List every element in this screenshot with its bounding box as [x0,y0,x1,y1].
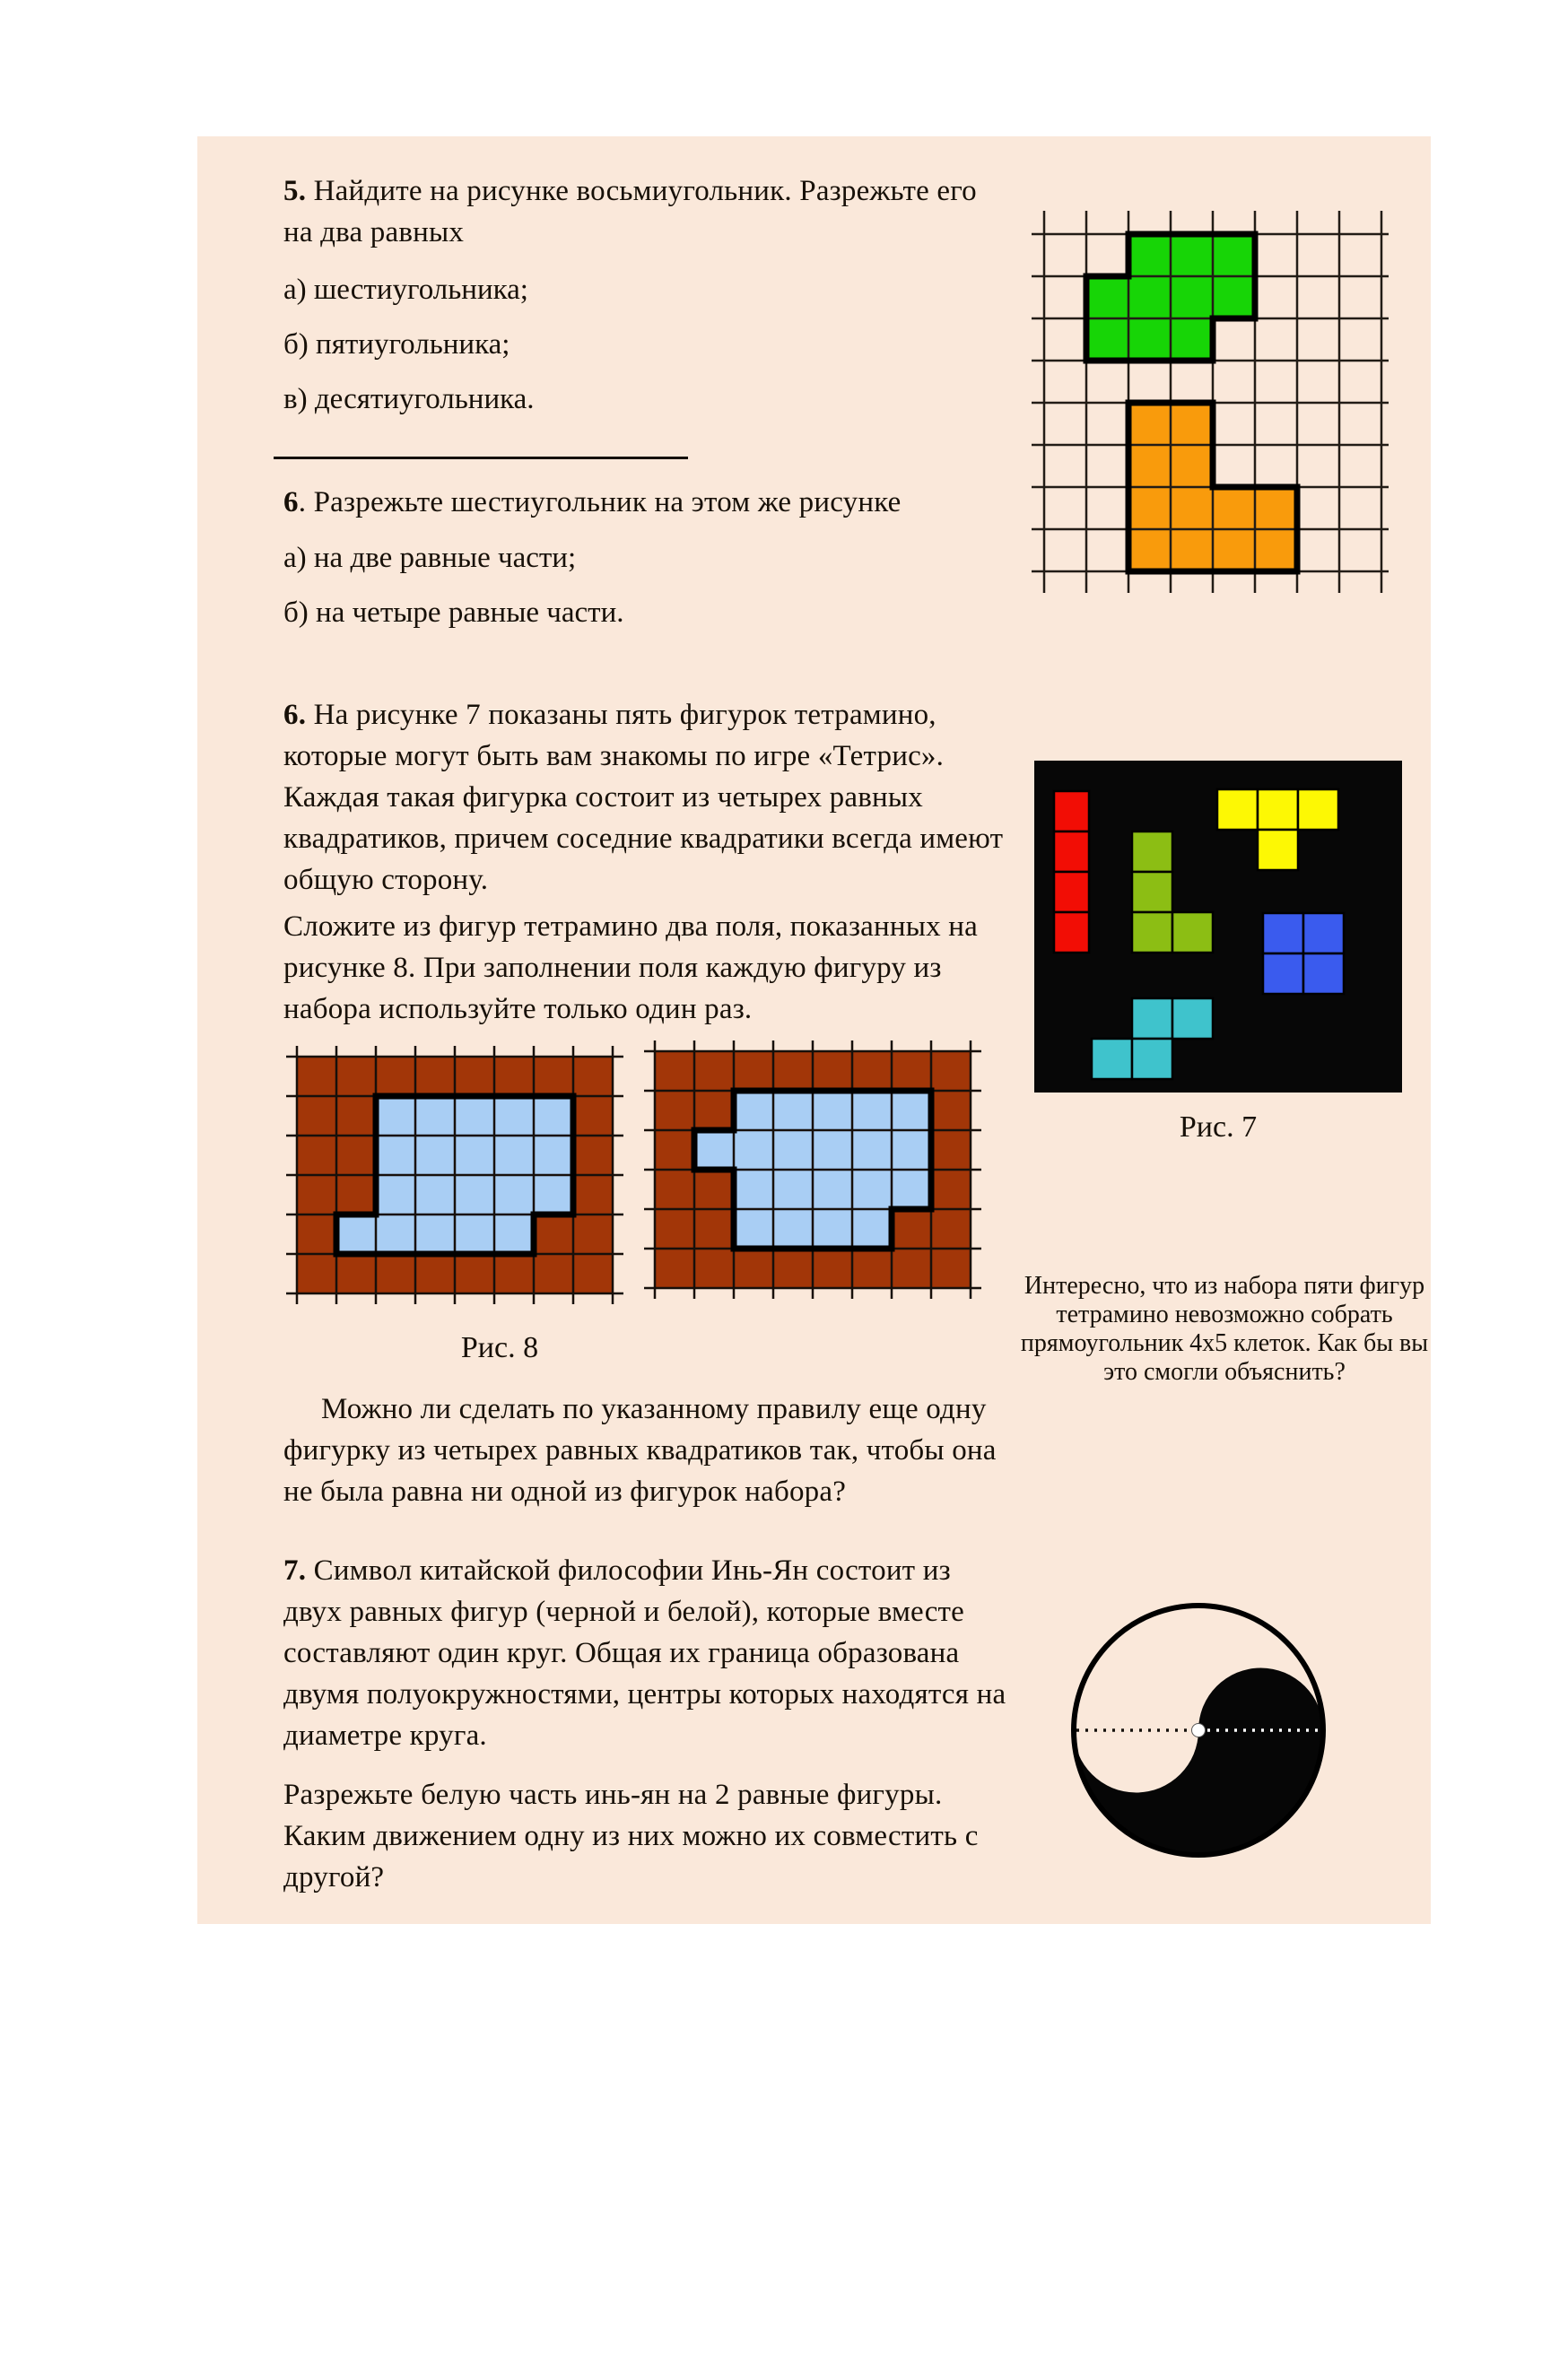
problem6-number: 6. [283,699,307,731]
tetromino-cell [1132,872,1172,912]
list-item: а) на две равные части; [283,542,577,574]
list-item: б) пятиугольника; [283,328,510,361]
piece-I-red [1054,791,1089,953]
tetromino-cell [1054,912,1089,953]
problem6-para2: Сложите из фигур тетрамино два поля, показанных на рисунке 8. При заполнении поля каждую фигуру из набора используйте только один раз. [283,910,978,1025]
fig7-note: Интересно, что из набора пяти фигур тетрамино невозможно собрать прямоугольник 4х5 клеток. Как бы вы это смогли объяснить? [1020,1272,1429,1386]
tetromino-cell [1054,872,1089,912]
piece-O-blue [1263,913,1344,994]
content-panel [197,136,1431,1924]
tetromino-cell [1132,831,1172,872]
fig8-caption: Рис. 8 [460,1331,539,1364]
problem5-intro: 5. Найдите на рисунке восьмиугольник. Разрежьте его на два равных [283,175,977,248]
tetromino-cell [1172,998,1213,1039]
problem5-number: 5. [283,175,307,207]
tetromino-cell [1092,1039,1132,1079]
problem6cut-intro: 6. Разрежьте шестиугольник на этом же рисунке [283,486,902,518]
tetromino-cell [1263,953,1303,994]
tetromino-cell [1172,912,1213,953]
tetromino-cell [1054,791,1089,831]
tetromino-cell [1303,913,1344,953]
tetromino-cell [1217,789,1258,830]
tetromino-cell [1132,912,1172,953]
problem5-items [283,269,911,433]
center-dot [1192,1724,1206,1737]
list-item: б) на четыре равные части. [283,596,624,629]
problem6cut-number: 6 [283,486,299,518]
list-item: в) десятиугольника. [283,383,535,415]
fig7-tetromino-panel-svg [1034,761,1402,1093]
tetromino-cell [1258,789,1298,830]
tetromino-cell [1303,953,1344,994]
problem7-number: 7. [283,1554,307,1587]
yin-yang-figure [1064,1596,1333,1865]
section-divider [274,457,688,459]
problem6cut-items [283,537,911,647]
yin-black-half [1074,1668,1323,1856]
tetromino-cell [1263,913,1303,953]
fig8-field-right-svg [641,1040,991,1310]
fig8-field-left-svg [283,1040,632,1310]
tetromino-cell [1054,831,1089,872]
problem7-para1: 7. Символ китайской философии Инь-Ян состоит из двух равных фигур (черной и белой), которые вместе составляют один круг. Общая их граница образована двумя полуокружностями, центры которых находятся на диаметре круга. [283,1554,1006,1752]
tetromino-cell [1258,830,1298,870]
tetromino-cell [1132,998,1172,1039]
fig56-grid-svg [1027,196,1413,599]
problem7-para2: Разрежьте белую часть инь-ян на 2 равные фигуры. Каким движением одну из них можно их совместить с другой? [283,1779,979,1894]
tetromino-cell [1298,789,1338,830]
list-item: а) шестиугольника; [283,274,528,306]
problem6-para1: 6. На рисунке 7 показаны пять фигурок тетрамино, которые могут быть вам знакомы по игре «Тетрис». Каждая такая фигурка состоит из четырех равных квадратиков, причем соседние квадратики всегда имеют общую сторону. [283,699,1004,896]
fig7-caption: Рис. 7 [1179,1110,1258,1144]
tetromino-cell [1132,1039,1172,1079]
problem6-question: Можно ли сделать по указанному правилу еще одну фигурку из четырех равных квадратиков так, чтобы она не была равна ни одной из фигурок набора? [283,1393,997,1508]
